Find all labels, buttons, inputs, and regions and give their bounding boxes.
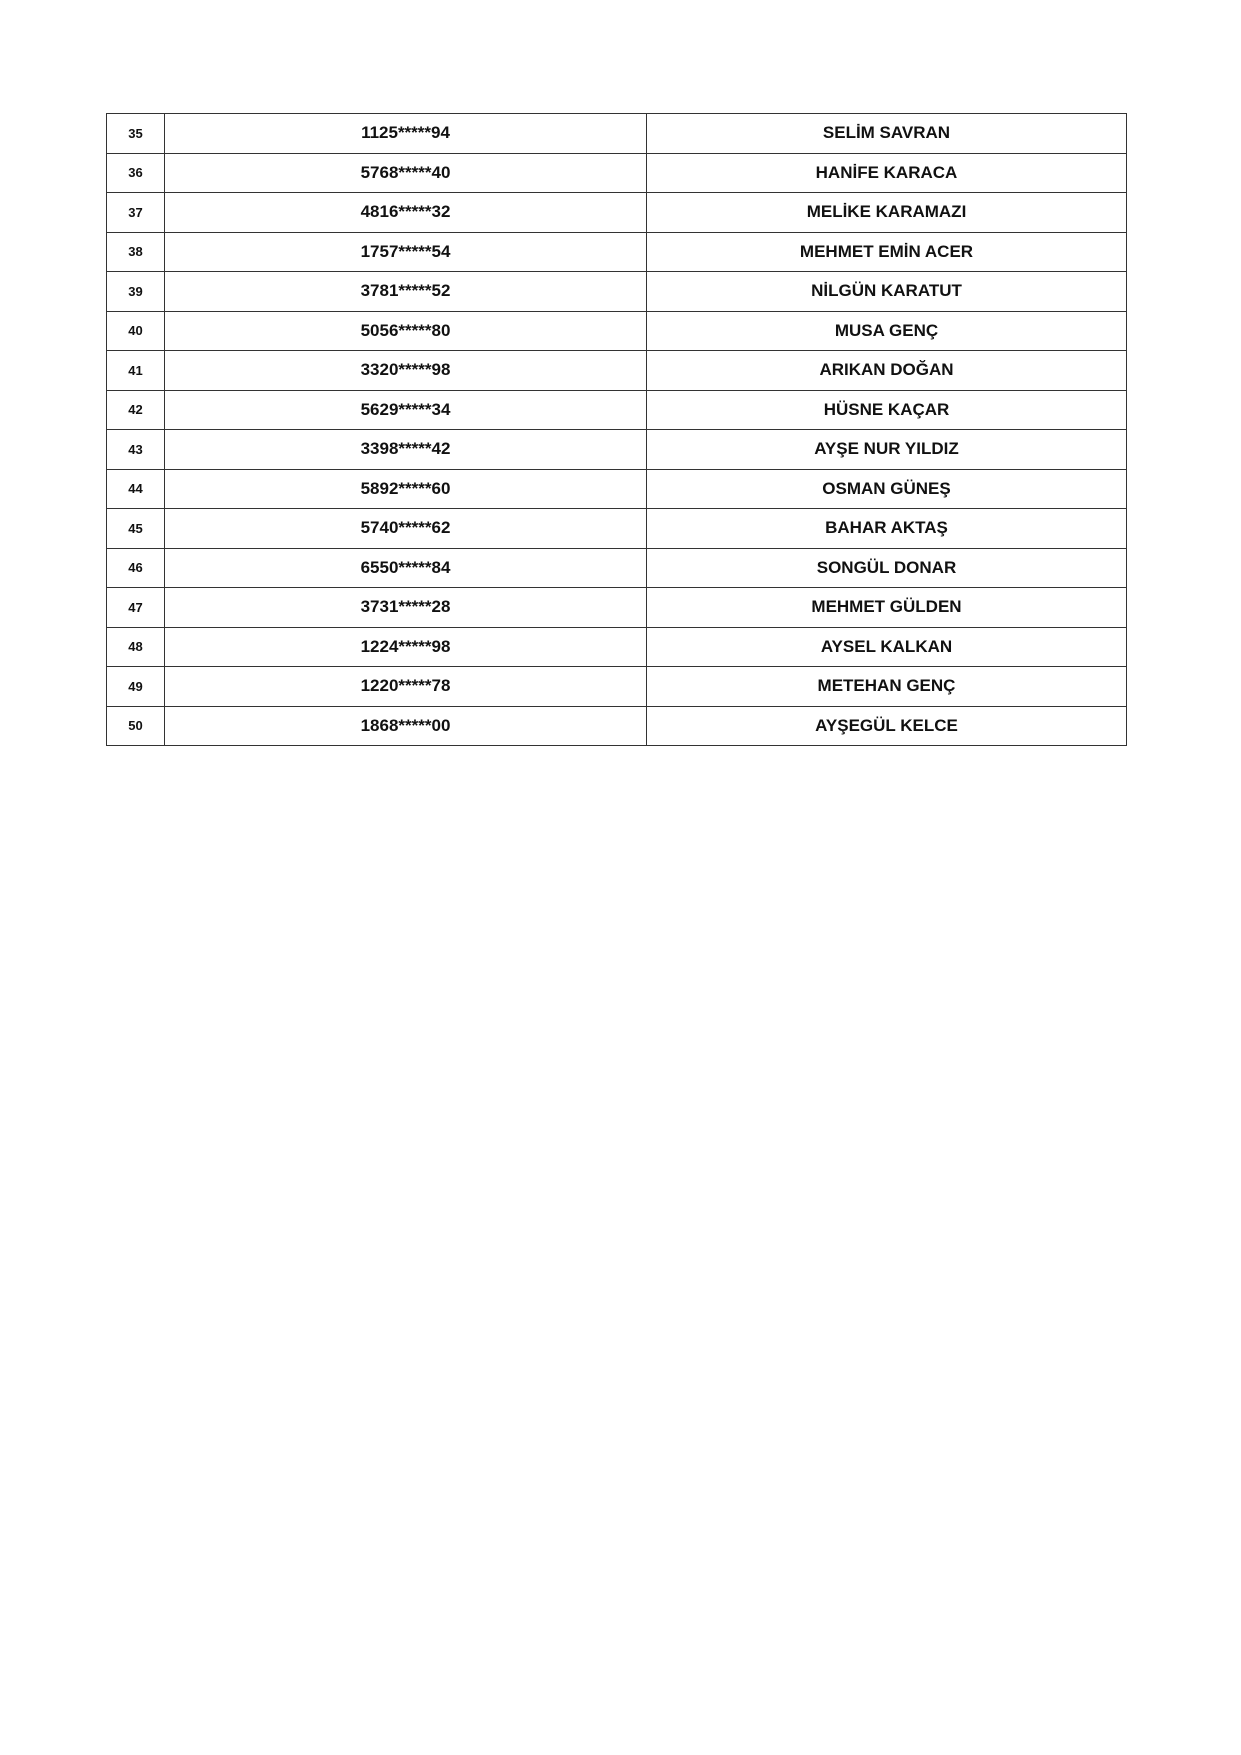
table-row (107, 588, 1127, 628)
masked-id-cell: 3731*****28 (165, 588, 647, 628)
row-number-cell: 40 (107, 311, 165, 351)
table-row (107, 114, 1127, 154)
row-number-cell: 44 (107, 469, 165, 509)
row-number-cell: 48 (107, 627, 165, 667)
full-name-cell: MEHMET EMİN ACER (647, 232, 1127, 272)
masked-id-cell: 5629*****34 (165, 390, 647, 430)
masked-id-cell: 4816*****32 (165, 193, 647, 233)
full-name-cell: MEHMET GÜLDEN (647, 588, 1127, 628)
masked-id-cell: 3398*****42 (165, 430, 647, 470)
row-number-cell: 49 (107, 667, 165, 707)
full-name-cell: NİLGÜN KARATUT (647, 272, 1127, 312)
masked-id-cell: 6550*****84 (165, 548, 647, 588)
full-name-cell: AYŞE NUR YILDIZ (647, 430, 1127, 470)
table-row (107, 548, 1127, 588)
masked-id-cell: 1125*****94 (165, 114, 647, 154)
table-row (107, 351, 1127, 391)
full-name-cell: ARIKAN DOĞAN (647, 351, 1127, 391)
row-number-cell: 39 (107, 272, 165, 312)
participant-table-body (107, 114, 1127, 746)
row-number-cell: 43 (107, 430, 165, 470)
masked-id-cell: 3781*****52 (165, 272, 647, 312)
table-row (107, 193, 1127, 233)
table-row (107, 667, 1127, 707)
masked-id-cell: 5740*****62 (165, 509, 647, 549)
row-number-cell: 42 (107, 390, 165, 430)
full-name-cell: OSMAN GÜNEŞ (647, 469, 1127, 509)
masked-id-cell: 3320*****98 (165, 351, 647, 391)
full-name-cell: HÜSNE KAÇAR (647, 390, 1127, 430)
full-name-cell: SONGÜL DONAR (647, 548, 1127, 588)
table-row (107, 706, 1127, 746)
full-name-cell: BAHAR AKTAŞ (647, 509, 1127, 549)
table-row (107, 153, 1127, 193)
row-number-cell: 36 (107, 153, 165, 193)
row-number-cell: 41 (107, 351, 165, 391)
table-row (107, 469, 1127, 509)
row-number-cell: 50 (107, 706, 165, 746)
full-name-cell: MUSA GENÇ (647, 311, 1127, 351)
masked-id-cell: 1224*****98 (165, 627, 647, 667)
table-row (107, 509, 1127, 549)
masked-id-cell: 1757*****54 (165, 232, 647, 272)
masked-id-cell: 1220*****78 (165, 667, 647, 707)
row-number-cell: 45 (107, 509, 165, 549)
table-row (107, 430, 1127, 470)
row-number-cell: 35 (107, 114, 165, 154)
row-number-cell: 46 (107, 548, 165, 588)
full-name-cell: SELİM SAVRAN (647, 114, 1127, 154)
table-row (107, 390, 1127, 430)
masked-id-cell: 5768*****40 (165, 153, 647, 193)
table-row (107, 311, 1127, 351)
masked-id-cell: 5892*****60 (165, 469, 647, 509)
table-row (107, 272, 1127, 312)
row-number-cell: 38 (107, 232, 165, 272)
full-name-cell: AYSEL KALKAN (647, 627, 1127, 667)
full-name-cell: HANİFE KARACA (647, 153, 1127, 193)
full-name-cell: METEHAN GENÇ (647, 667, 1127, 707)
row-number-cell: 47 (107, 588, 165, 628)
full-name-cell: AYŞEGÜL KELCE (647, 706, 1127, 746)
row-number-cell: 37 (107, 193, 165, 233)
table-row (107, 627, 1127, 667)
masked-id-cell: 5056*****80 (165, 311, 647, 351)
full-name-cell: MELİKE KARAMAZI (647, 193, 1127, 233)
table-row (107, 232, 1127, 272)
participant-table (106, 113, 1127, 746)
masked-id-cell: 1868*****00 (165, 706, 647, 746)
